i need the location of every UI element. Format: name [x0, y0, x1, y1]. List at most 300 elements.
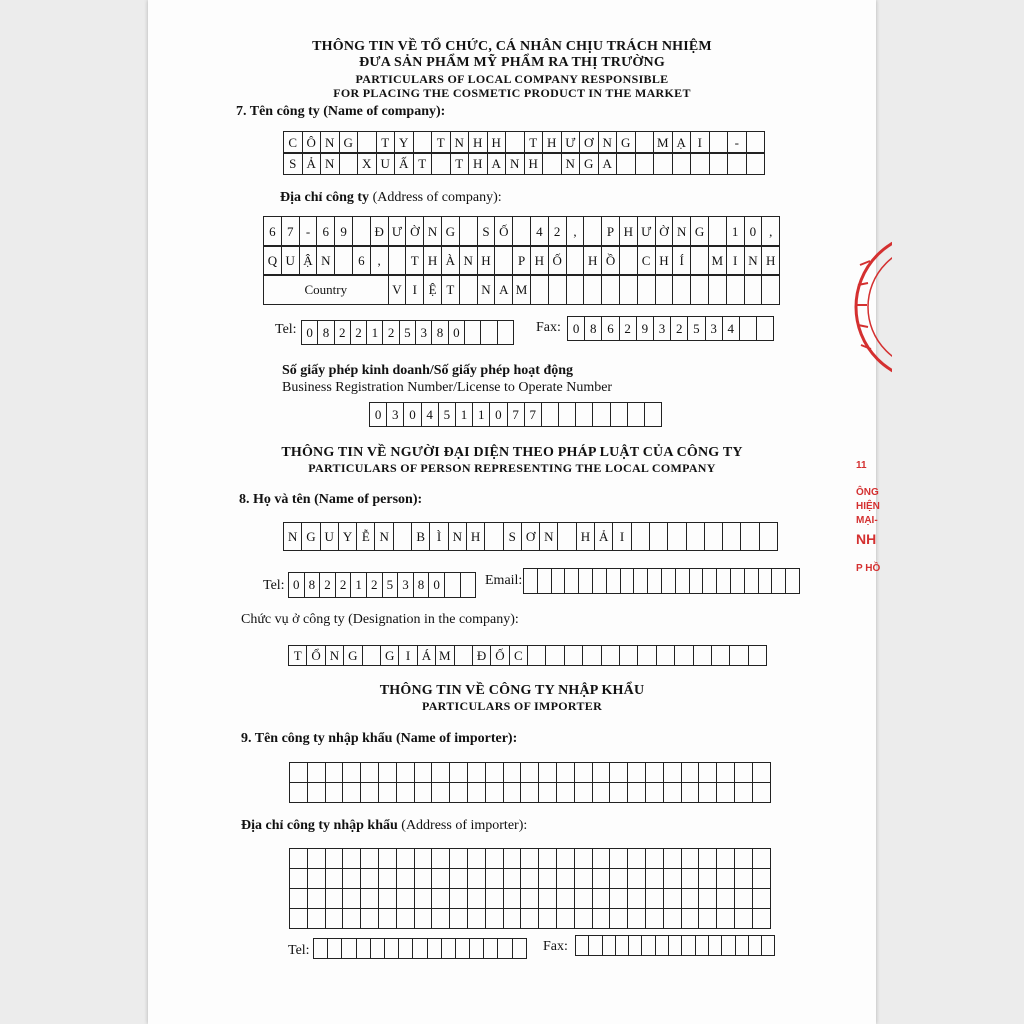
company-fax-field[interactable]	[567, 316, 773, 340]
char-box: Y	[394, 131, 414, 154]
stamp-text-4: MẠI-	[856, 515, 878, 526]
char-box: ,	[370, 245, 389, 276]
char-box	[727, 152, 747, 175]
char-box: C	[509, 645, 528, 666]
char-box	[716, 888, 735, 909]
char-box	[325, 762, 344, 783]
char-box	[690, 152, 710, 175]
char-box	[734, 888, 753, 909]
char-box	[459, 274, 478, 305]
char-box: N	[374, 522, 393, 551]
person-email-field[interactable]	[523, 568, 799, 593]
person-name-label: 8. Họ và tên (Name of person):	[239, 492, 423, 507]
char-box: H	[477, 245, 496, 276]
char-box	[556, 868, 575, 889]
char-box	[606, 568, 621, 594]
char-box	[537, 568, 552, 594]
char-box	[627, 868, 646, 889]
char-box: 4	[722, 316, 740, 341]
char-box: 1	[472, 402, 490, 427]
char-box	[325, 888, 344, 909]
char-box	[307, 868, 326, 889]
company-address-row-1[interactable]	[263, 216, 779, 246]
char-box: T	[431, 131, 451, 154]
char-box	[459, 216, 478, 247]
char-box: 2	[334, 320, 351, 345]
char-box	[716, 568, 731, 594]
char-box	[637, 274, 656, 305]
char-box: M	[653, 131, 673, 154]
char-box	[342, 868, 361, 889]
char-box: 1	[350, 572, 367, 598]
char-box	[734, 848, 753, 869]
char-box	[663, 762, 682, 783]
char-box	[485, 908, 504, 929]
char-box	[454, 645, 473, 666]
char-box	[752, 868, 771, 889]
char-box	[716, 848, 735, 869]
char-box	[663, 782, 682, 803]
char-box: Đ	[370, 216, 389, 247]
designation-field[interactable]	[288, 645, 766, 665]
char-box	[602, 935, 616, 956]
char-box: Ơ	[521, 522, 540, 551]
char-box: H	[761, 245, 780, 276]
char-box	[431, 908, 450, 929]
char-box: 8	[317, 320, 334, 345]
char-box: N	[320, 152, 340, 175]
char-box	[396, 762, 415, 783]
char-box	[730, 568, 745, 594]
char-box: N	[477, 274, 496, 305]
char-box: G	[301, 522, 320, 551]
char-box	[538, 762, 557, 783]
char-box: H	[423, 245, 442, 276]
char-box	[575, 402, 593, 427]
company-address-label: Địa chỉ công ty (Address of company):	[280, 190, 502, 205]
char-box	[542, 152, 562, 175]
char-box: N	[316, 245, 335, 276]
char-box	[698, 908, 717, 929]
char-box	[771, 568, 786, 594]
char-box: G	[441, 216, 460, 247]
char-box: 2	[382, 320, 399, 345]
char-box: H	[583, 245, 602, 276]
char-box	[689, 568, 704, 594]
char-box: Ễ	[356, 522, 375, 551]
char-box	[661, 568, 676, 594]
char-box	[378, 782, 397, 803]
char-box: M	[512, 274, 531, 305]
designation-label: Chức vụ ở công ty (Designation in the company):	[241, 612, 519, 627]
char-box	[541, 402, 559, 427]
char-box	[752, 908, 771, 929]
char-box	[695, 935, 709, 956]
char-box	[681, 868, 700, 889]
char-box	[722, 522, 741, 551]
company-name-label: 7. Tên công ty (Name of company):	[236, 104, 446, 119]
char-box	[556, 782, 575, 803]
char-box	[396, 848, 415, 869]
char-box	[523, 568, 538, 594]
char-box	[505, 131, 525, 154]
char-box: 3	[415, 320, 432, 345]
char-box	[449, 762, 468, 783]
char-box	[601, 274, 620, 305]
importer-fax-field[interactable]	[575, 935, 774, 955]
char-box	[360, 888, 379, 909]
title-en-line-2: FOR PLACING THE COSMETIC PRODUCT IN THE MARKET	[333, 86, 691, 100]
char-box	[530, 274, 549, 305]
char-box	[538, 888, 557, 909]
char-box	[748, 645, 767, 666]
char-box: 0	[448, 320, 465, 345]
char-box	[503, 908, 522, 929]
char-box	[575, 935, 589, 956]
char-box	[327, 938, 342, 959]
char-box: N	[459, 245, 478, 276]
char-box	[342, 908, 361, 929]
char-box	[574, 782, 593, 803]
char-box	[641, 935, 655, 956]
person-tel-field[interactable]	[288, 572, 475, 597]
char-box: 1	[455, 402, 473, 427]
char-box	[663, 888, 682, 909]
char-box	[574, 848, 593, 869]
char-box	[484, 522, 503, 551]
char-box: 6	[601, 316, 619, 341]
char-box: N	[325, 645, 344, 666]
char-box	[378, 868, 397, 889]
char-box	[574, 888, 593, 909]
char-box	[610, 402, 628, 427]
char-box	[708, 274, 727, 305]
char-box	[663, 908, 682, 929]
char-box	[431, 782, 450, 803]
char-box: I	[690, 131, 710, 154]
char-box	[503, 782, 522, 803]
char-box: G	[690, 216, 709, 247]
char-box: 0	[288, 572, 305, 598]
person-name-field[interactable]	[283, 522, 777, 550]
char-box	[578, 568, 593, 594]
char-box	[360, 782, 379, 803]
company-name-row-1[interactable]	[283, 131, 764, 153]
char-box	[520, 848, 539, 869]
char-box	[307, 848, 326, 869]
char-box	[396, 888, 415, 909]
char-box	[681, 908, 700, 929]
char-box	[704, 522, 723, 551]
char-box: 6	[352, 245, 371, 276]
char-box: H	[487, 131, 507, 154]
char-box	[485, 848, 504, 869]
char-box	[289, 908, 308, 929]
char-box: 7	[524, 402, 542, 427]
char-box	[467, 848, 486, 869]
char-box	[441, 938, 456, 959]
char-box	[556, 848, 575, 869]
char-box: 6	[263, 216, 282, 247]
char-box	[716, 868, 735, 889]
char-box	[592, 782, 611, 803]
char-box	[557, 522, 576, 551]
char-box	[412, 938, 427, 959]
char-box	[672, 152, 692, 175]
company-address-row-3[interactable]	[263, 274, 779, 304]
char-box: Ệ	[423, 274, 442, 305]
char-box	[427, 938, 442, 959]
char-box	[609, 782, 628, 803]
char-box	[645, 868, 664, 889]
char-box: Ờ	[405, 216, 424, 247]
char-box: 4	[421, 402, 439, 427]
char-box: Ổ	[306, 645, 325, 666]
char-box: A	[494, 274, 513, 305]
char-box	[752, 888, 771, 909]
char-box: S	[477, 216, 496, 247]
char-box	[672, 274, 691, 305]
char-box	[674, 645, 693, 666]
char-box	[520, 782, 539, 803]
char-box	[431, 152, 451, 175]
char-box	[307, 782, 326, 803]
char-box	[663, 868, 682, 889]
char-box: G	[343, 645, 362, 666]
char-box	[746, 152, 766, 175]
char-box: N	[539, 522, 558, 551]
char-box: U	[281, 245, 300, 276]
char-box: Ơ	[579, 131, 599, 154]
char-box: 8	[413, 572, 430, 598]
char-box	[527, 645, 546, 666]
char-box	[551, 568, 566, 594]
char-box: Ấ	[394, 152, 414, 175]
char-box	[497, 938, 512, 959]
char-box	[341, 938, 356, 959]
char-box	[653, 152, 673, 175]
importer-heading-vi: THÔNG TIN VỀ CÔNG TY NHẬP KHẨU	[379, 683, 645, 698]
importer-heading-en: PARTICULARS OF IMPORTER	[421, 699, 603, 713]
char-box: H	[576, 522, 595, 551]
char-box	[467, 908, 486, 929]
char-box: A	[487, 152, 507, 175]
char-box	[644, 402, 662, 427]
importer-address-field[interactable]	[289, 848, 770, 928]
char-box	[592, 868, 611, 889]
stamp-text-6: P HỒ	[856, 563, 881, 574]
char-box	[512, 938, 527, 959]
char-box: T	[405, 245, 424, 276]
char-box: T	[524, 131, 544, 154]
char-box: Y	[338, 522, 357, 551]
char-box	[378, 888, 397, 909]
char-box	[656, 645, 675, 666]
char-box: X	[357, 152, 377, 175]
char-box	[483, 938, 498, 959]
char-box	[289, 848, 308, 869]
char-box	[512, 216, 531, 247]
company-address-row-2[interactable]	[263, 245, 779, 275]
char-box: S	[503, 522, 522, 551]
char-box: 4	[530, 216, 549, 247]
company-name-row-2[interactable]	[283, 152, 764, 174]
char-box	[503, 888, 522, 909]
char-box	[538, 908, 557, 929]
char-box: T	[413, 152, 433, 175]
char-box	[759, 522, 778, 551]
char-box	[655, 274, 674, 305]
char-box	[564, 645, 583, 666]
char-box	[334, 245, 353, 276]
char-box	[609, 868, 628, 889]
char-box: 8	[431, 320, 448, 345]
char-box	[667, 522, 686, 551]
char-box	[469, 938, 484, 959]
license-number-field[interactable]	[369, 402, 661, 426]
char-box: U	[320, 522, 339, 551]
char-box	[744, 568, 759, 594]
char-box	[592, 908, 611, 929]
char-box	[464, 320, 481, 345]
char-box	[485, 782, 504, 803]
char-box	[761, 274, 780, 305]
char-box	[449, 848, 468, 869]
char-box	[538, 848, 557, 869]
char-box: I	[398, 645, 417, 666]
char-box	[675, 568, 690, 594]
char-box	[325, 908, 344, 929]
char-box	[645, 782, 664, 803]
char-box	[574, 868, 593, 889]
char-box: Ì	[429, 522, 448, 551]
char-box	[360, 848, 379, 869]
char-box	[289, 782, 308, 803]
importer-fax-label: Fax:	[543, 939, 568, 954]
char-box: 1	[726, 216, 745, 247]
char-box	[583, 216, 602, 247]
char-box: Đ	[472, 645, 491, 666]
char-box	[414, 888, 433, 909]
char-box	[325, 848, 344, 869]
char-box	[520, 908, 539, 929]
title-vi-line-1: THÔNG TIN VỀ TỔ CHỨC, CÁ NHÂN CHỊU TRÁCH NHIỆM	[312, 39, 712, 54]
char-box	[645, 908, 664, 929]
company-tel-field[interactable]	[301, 320, 513, 344]
char-box	[431, 888, 450, 909]
char-box: C	[283, 131, 303, 154]
char-box	[503, 848, 522, 869]
char-box	[520, 868, 539, 889]
char-box	[564, 568, 579, 594]
char-box	[431, 868, 450, 889]
char-box	[378, 762, 397, 783]
char-box	[503, 762, 522, 783]
char-box: A	[598, 152, 618, 175]
char-box	[545, 645, 564, 666]
char-box: 0	[369, 402, 387, 427]
char-box	[729, 645, 748, 666]
char-box	[357, 131, 377, 154]
char-box: T	[288, 645, 307, 666]
char-box	[592, 888, 611, 909]
char-box: H	[619, 216, 638, 247]
char-box	[702, 568, 717, 594]
char-box	[449, 908, 468, 929]
char-box	[352, 216, 371, 247]
stamp-text-1: 11	[856, 460, 867, 471]
char-box	[538, 868, 557, 889]
char-box	[619, 274, 638, 305]
char-box	[431, 848, 450, 869]
stamp-text-2: ÔNG	[856, 487, 879, 498]
char-box	[485, 888, 504, 909]
importer-name-label: 9. Tên công ty nhập khẩu (Name of importer):	[241, 731, 518, 746]
char-box	[637, 645, 656, 666]
char-box: N	[423, 216, 442, 247]
char-box	[360, 868, 379, 889]
char-box	[681, 888, 700, 909]
char-box	[734, 762, 753, 783]
char-box: 5	[382, 572, 399, 598]
char-box	[360, 762, 379, 783]
char-box	[647, 568, 662, 594]
importer-name-field[interactable]	[289, 762, 770, 802]
char-box	[455, 938, 470, 959]
char-box	[583, 274, 602, 305]
importer-tel-field[interactable]	[313, 938, 526, 958]
char-box: Ồ	[601, 245, 620, 276]
char-box: Ả	[302, 152, 322, 175]
char-box: Ố	[548, 245, 567, 276]
char-box: N	[448, 522, 467, 551]
char-box	[592, 402, 610, 427]
char-box	[485, 762, 504, 783]
char-box: N	[561, 152, 581, 175]
char-box: Ô	[302, 131, 322, 154]
char-box: I	[405, 274, 424, 305]
char-box	[649, 522, 668, 551]
person-email-label: Email:	[485, 573, 523, 588]
char-box	[716, 762, 735, 783]
char-box	[497, 320, 514, 345]
char-box: ,	[566, 216, 585, 247]
char-box	[740, 522, 759, 551]
char-box: 0	[567, 316, 585, 341]
char-box	[307, 888, 326, 909]
char-box: U	[376, 152, 396, 175]
char-box: M	[708, 245, 727, 276]
char-box	[663, 848, 682, 869]
char-box	[716, 908, 735, 929]
char-box: Ư	[388, 216, 407, 247]
char-box	[414, 908, 433, 929]
char-box: I	[612, 522, 631, 551]
char-box	[631, 522, 650, 551]
char-box	[620, 568, 635, 594]
char-box	[645, 848, 664, 869]
char-box	[734, 782, 753, 803]
importer-address-label: Địa chỉ công ty nhập khẩu (Address of importer):	[241, 818, 528, 833]
char-box: 8	[584, 316, 602, 341]
char-box	[566, 274, 585, 305]
char-box: H	[542, 131, 562, 154]
char-box: 5	[687, 316, 705, 341]
char-box	[627, 888, 646, 909]
char-box: 0	[403, 402, 421, 427]
char-box: Q	[263, 245, 282, 276]
char-box	[698, 868, 717, 889]
